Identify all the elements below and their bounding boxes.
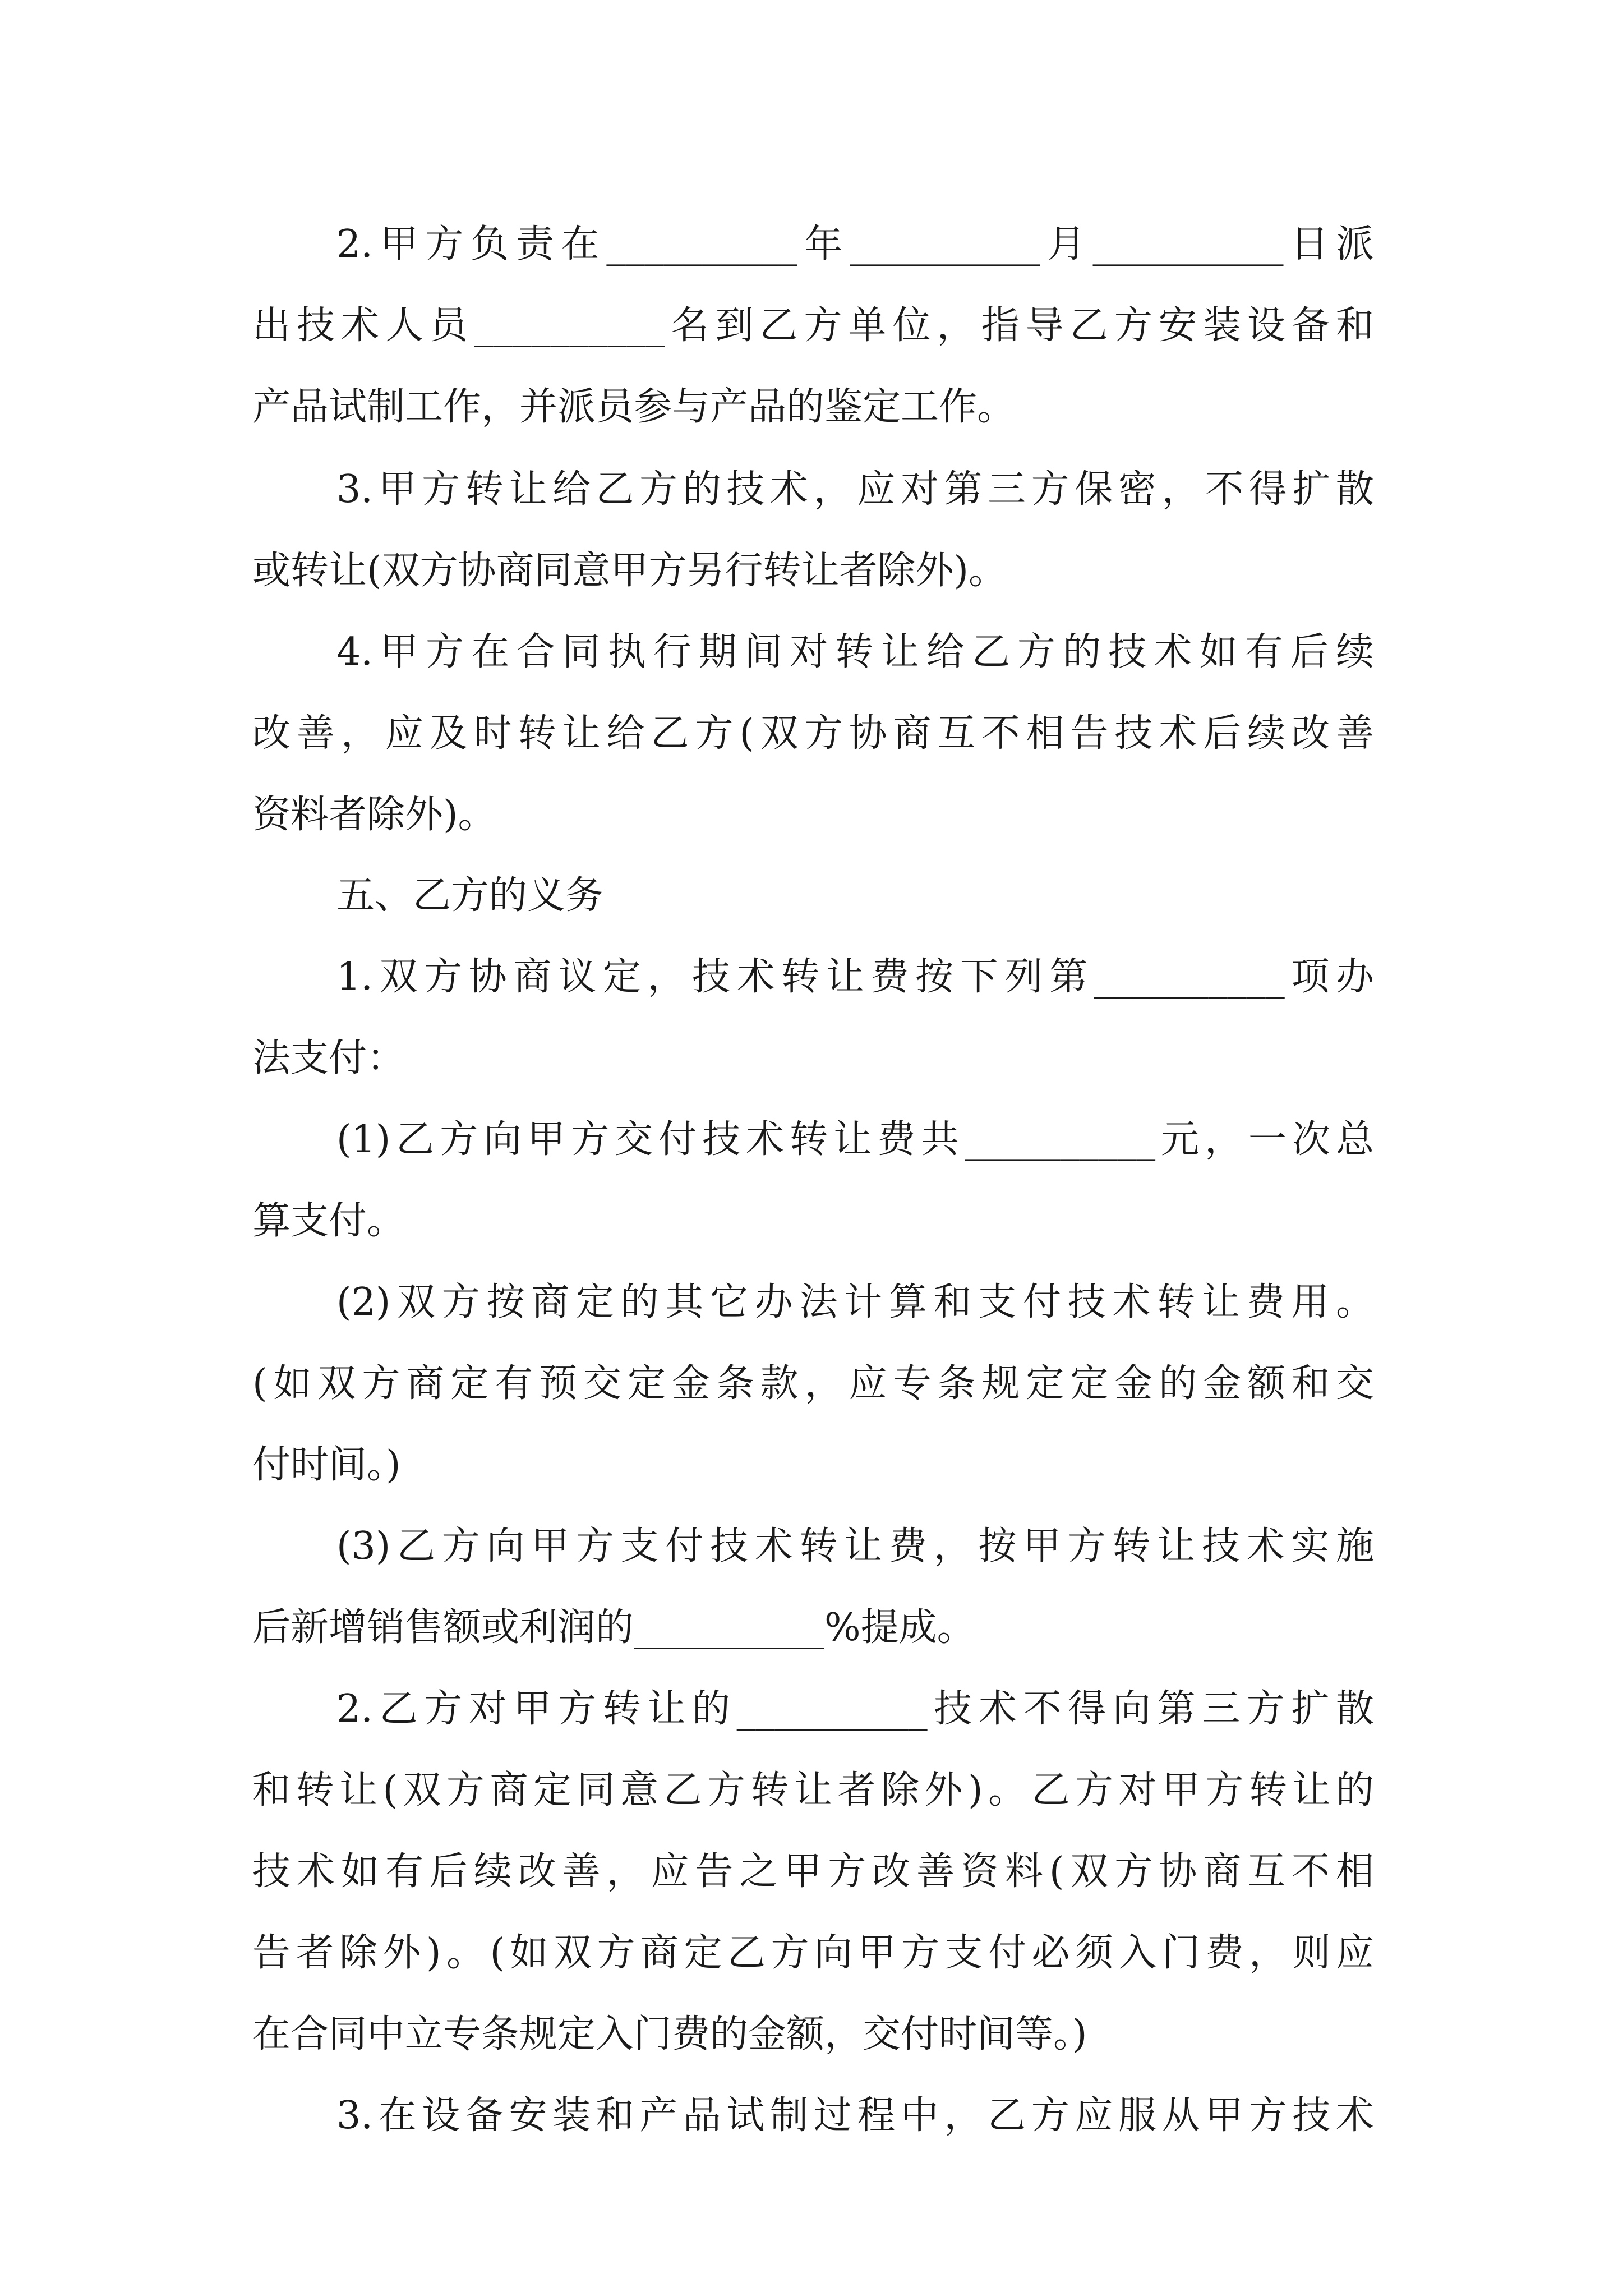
text-line: 3.在设备安装和产品试制过程中，乙方应服从甲方技术: [336, 2093, 1374, 2138]
text-line: 产品试制工作，并派员参与产品的鉴定工作。: [252, 385, 1016, 429]
text-line: 4.甲方在合同执行期间对转让给乙方的技术如有后续: [336, 630, 1374, 674]
text-line: 告者除外)。(如双方商定乙方向甲方支付必须入门费，则应: [252, 1931, 1374, 1975]
text-line: 出技术人员__________名到乙方单位，指导乙方安装设备和: [252, 303, 1374, 348]
text-line: 改善，应及时转让给乙方(双方协商互不相告技术后续改善: [252, 711, 1374, 756]
section-heading: 五、乙方的义务: [336, 873, 604, 918]
text-line: (1)乙方向甲方交付技术转让费共__________元，一次总: [336, 1117, 1374, 1162]
text-line: 1.双方协商议定，技术转让费按下列第__________项办: [336, 955, 1374, 999]
text-line: (2)双方按商定的其它办法计算和支付技术转让费用。: [336, 1280, 1374, 1324]
text-line: 3.甲方转让给乙方的技术，应对第三方保密，不得扩散: [336, 467, 1374, 512]
text-line: 或转让(双方协商同意甲方另行转让者除外)。: [252, 549, 1007, 593]
text-line: 后新增销售额或利润的__________%提成。: [252, 1605, 975, 1650]
text-line: 2.乙方对甲方转让的__________技术不得向第三方扩散: [336, 1687, 1374, 1731]
text-line: (如双方商定有预交定金条款，应专条规定定金的金额和交: [252, 1361, 1374, 1406]
text-line: 技术如有后续改善，应告之甲方改善资料(双方协商互不相: [252, 1849, 1374, 1894]
text-line: (3)乙方向甲方支付技术转让费，按甲方转让技术实施: [336, 1524, 1374, 1568]
text-line: 在合同中立专条规定入门费的金额，交付时间等。): [252, 2012, 1087, 2056]
text-line: 法支付：: [252, 1036, 405, 1080]
text-line: 资料者除外)。: [252, 793, 496, 837]
text-line: 付时间。): [252, 1443, 401, 1487]
text-line: 2.甲方负责在__________年__________月__________日派: [336, 222, 1374, 266]
text-line: 和转让(双方商定同意乙方转让者除外)。乙方对甲方转让的: [252, 1768, 1374, 1812]
text-line: 算支付。: [252, 1199, 405, 1243]
